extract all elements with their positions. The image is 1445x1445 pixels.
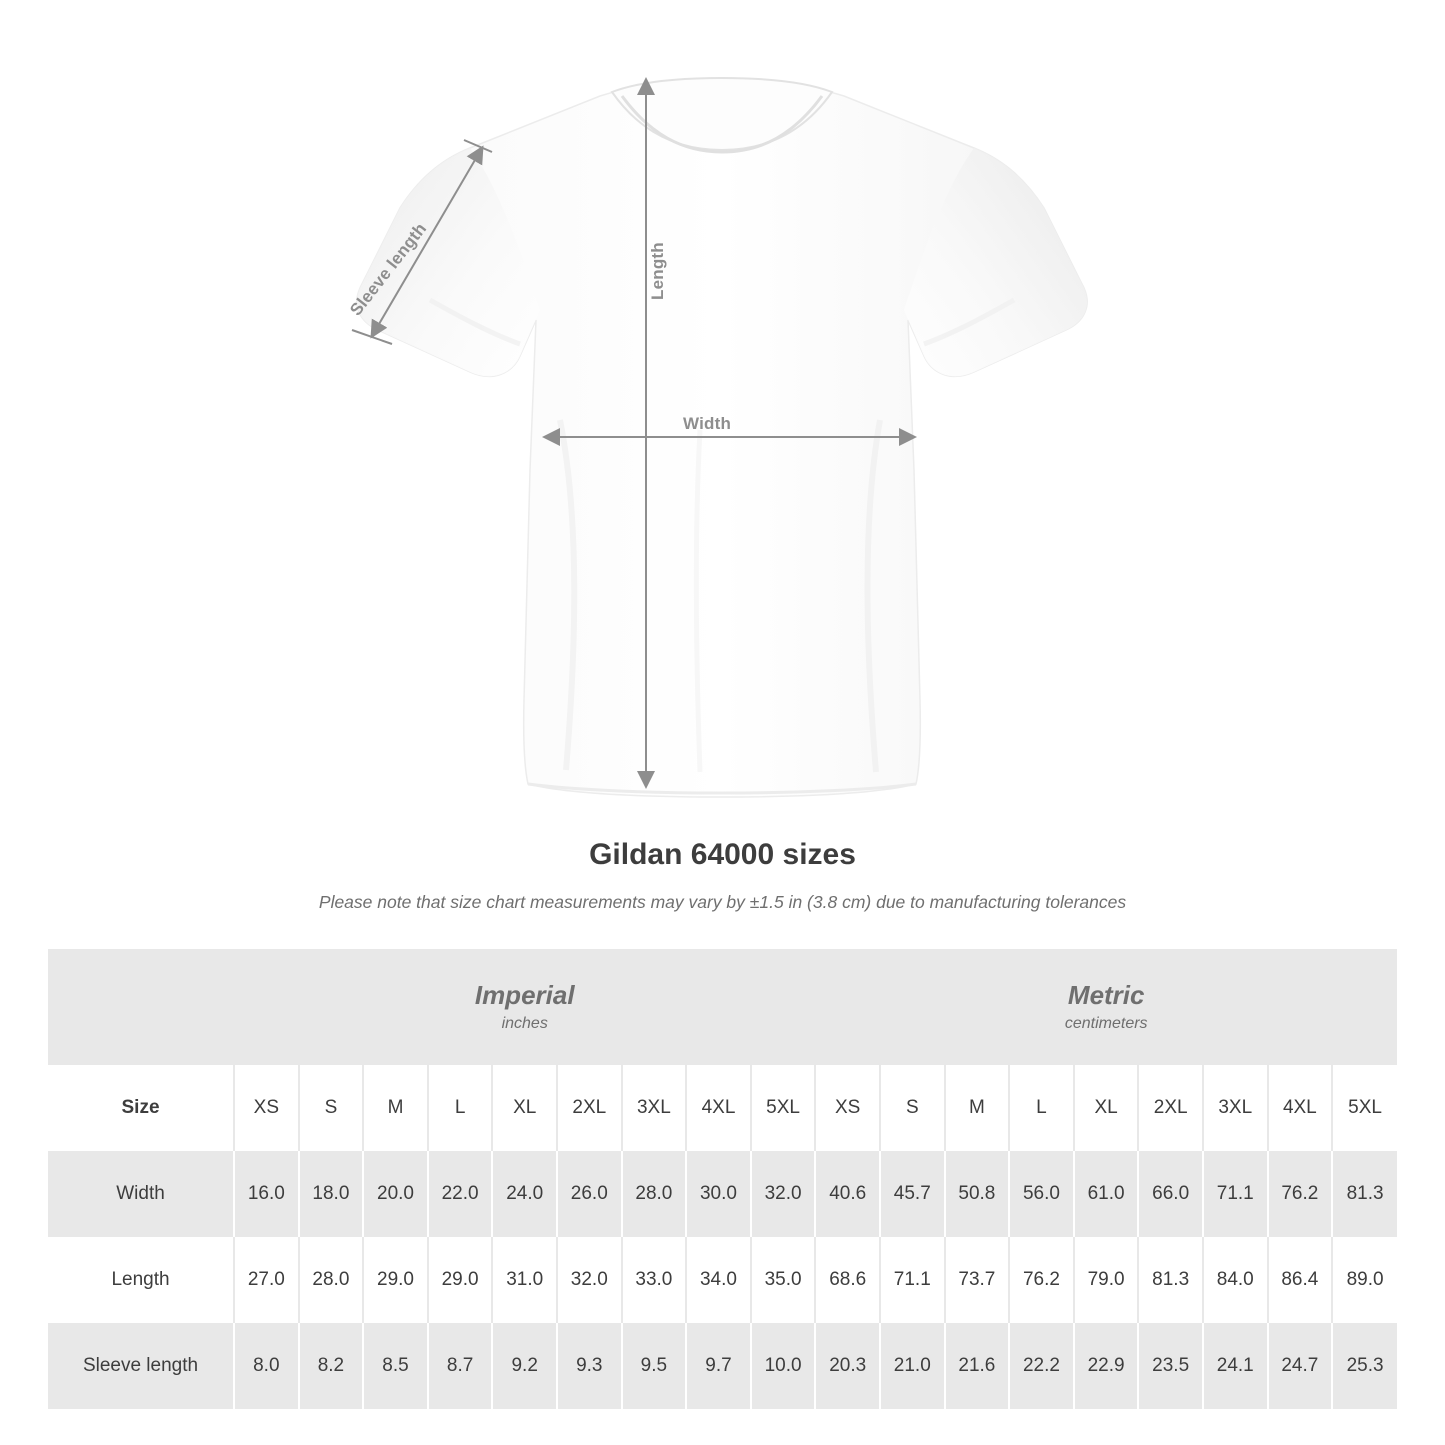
measurement-cell: 21.0: [880, 1323, 945, 1409]
measurement-cell: 20.3: [815, 1323, 880, 1409]
measurement-cell: 31.0: [492, 1237, 557, 1323]
measurement-cell: 25.3: [1332, 1323, 1397, 1409]
measurement-cell: 24.0: [492, 1151, 557, 1237]
measurement-cell: 30.0: [686, 1151, 751, 1237]
size-column-header: M: [363, 1065, 428, 1151]
size-column-header: 2XL: [1138, 1065, 1203, 1151]
page-title: Gildan 64000 sizes: [589, 838, 856, 871]
table-row: [48, 1151, 1397, 1237]
measurement-cell: 61.0: [1074, 1151, 1139, 1237]
measurement-cell: 81.3: [1332, 1151, 1397, 1237]
tolerance-note: Please note that size chart measurements may vary by ±1.5 in (3.8 cm) due to manufacturing tolerances: [318, 892, 1127, 912]
size-column-header: 3XL: [622, 1065, 687, 1151]
size-column-header: L: [1009, 1065, 1074, 1151]
measurement-cell: 29.0: [428, 1237, 493, 1323]
system-name: Metric: [1067, 979, 1145, 1010]
measurement-cell: 23.5: [1138, 1323, 1203, 1409]
measurement-cell: 8.5: [363, 1323, 428, 1409]
measurement-cell: 73.7: [945, 1237, 1010, 1323]
measurement-cell: 22.9: [1074, 1323, 1139, 1409]
size-column-header: L: [428, 1065, 493, 1151]
measurement-cell: 76.2: [1268, 1151, 1333, 1237]
system-name: Imperial: [474, 979, 575, 1010]
measurement-cell: 21.6: [945, 1323, 1010, 1409]
row-header-sleeve-length: Sleeve length: [48, 1323, 234, 1409]
measurement-cell: 71.1: [880, 1237, 945, 1323]
measurement-cell: 29.0: [363, 1237, 428, 1323]
system-header-imperial: [234, 949, 815, 1065]
measurement-cell: 66.0: [1138, 1151, 1203, 1237]
measurement-cell: 34.0: [686, 1237, 751, 1323]
size-column-header: XS: [234, 1065, 299, 1151]
size-column-header: 2XL: [557, 1065, 622, 1151]
measurement-cell: 9.3: [557, 1323, 622, 1409]
system-header-metric: [815, 949, 1397, 1065]
row-header-length: Length: [48, 1237, 234, 1323]
measurement-cell: 32.0: [751, 1151, 816, 1237]
measurement-cell: 56.0: [1009, 1151, 1074, 1237]
measurement-cell: 18.0: [299, 1151, 364, 1237]
system-header-spacer: [48, 949, 234, 1065]
size-column-header: 4XL: [1268, 1065, 1333, 1151]
measurement-cell: 33.0: [622, 1237, 687, 1323]
measurement-cell: 8.2: [299, 1323, 364, 1409]
measurement-cell: 9.5: [622, 1323, 687, 1409]
measurement-cell: 28.0: [299, 1237, 364, 1323]
measurement-cell: 27.0: [234, 1237, 299, 1323]
measurement-cell: 9.2: [492, 1323, 557, 1409]
length-label: Length: [648, 242, 667, 300]
measurement-cell: 45.7: [880, 1151, 945, 1237]
measurement-cell: 86.4: [1268, 1237, 1333, 1323]
size-column-header: M: [945, 1065, 1010, 1151]
row-header-size: Size: [48, 1065, 234, 1151]
size-column-header: 4XL: [686, 1065, 751, 1151]
measurement-cell: 16.0: [234, 1151, 299, 1237]
measurement-cell: 26.0: [557, 1151, 622, 1237]
size-column-header: 5XL: [1332, 1065, 1397, 1151]
measurement-cell: 8.7: [428, 1323, 493, 1409]
measurement-cell: 22.2: [1009, 1323, 1074, 1409]
size-chart-table-wrap: [48, 949, 1397, 1409]
width-label: Width: [683, 414, 732, 433]
measurement-cell: 50.8: [945, 1151, 1010, 1237]
size-column-header: S: [880, 1065, 945, 1151]
measurement-cell: 8.0: [234, 1323, 299, 1409]
measurement-cell: 35.0: [751, 1237, 816, 1323]
table-size-header-row: [48, 1065, 1397, 1151]
table-row: [48, 1323, 1397, 1409]
table-system-header-row: [48, 949, 1397, 1065]
size-column-header: XL: [1074, 1065, 1139, 1151]
row-header-width: Width: [48, 1151, 234, 1237]
measurement-cell: 40.6: [815, 1151, 880, 1237]
measurement-cell: 22.0: [428, 1151, 493, 1237]
size-column-header: XS: [815, 1065, 880, 1151]
system-unit: inches: [501, 1015, 548, 1033]
measurement-cell: 28.0: [622, 1151, 687, 1237]
size-column-header: XL: [492, 1065, 557, 1151]
measurement-cell: 84.0: [1203, 1237, 1268, 1323]
size-chart-table: [48, 949, 1397, 1409]
measurement-cell: 32.0: [557, 1237, 622, 1323]
measurement-cell: 79.0: [1074, 1237, 1139, 1323]
measurement-cell: 9.7: [686, 1323, 751, 1409]
system-unit: centimeters: [1064, 1015, 1148, 1033]
sleeve-length-label: Sleeve length: [346, 219, 431, 320]
size-column-header: 5XL: [751, 1065, 816, 1151]
measurement-cell: 68.6: [815, 1237, 880, 1323]
measurement-cell: 71.1: [1203, 1151, 1268, 1237]
table-row: [48, 1237, 1397, 1323]
measurement-cell: 81.3: [1138, 1237, 1203, 1323]
measurement-cell: 76.2: [1009, 1237, 1074, 1323]
size-column-header: S: [299, 1065, 364, 1151]
measurement-cell: 24.1: [1203, 1323, 1268, 1409]
measurement-cell: 89.0: [1332, 1237, 1397, 1323]
size-column-header: 3XL: [1203, 1065, 1268, 1151]
measurement-cell: 20.0: [363, 1151, 428, 1237]
measurement-cell: 10.0: [751, 1323, 816, 1409]
measurement-cell: 24.7: [1268, 1323, 1333, 1409]
